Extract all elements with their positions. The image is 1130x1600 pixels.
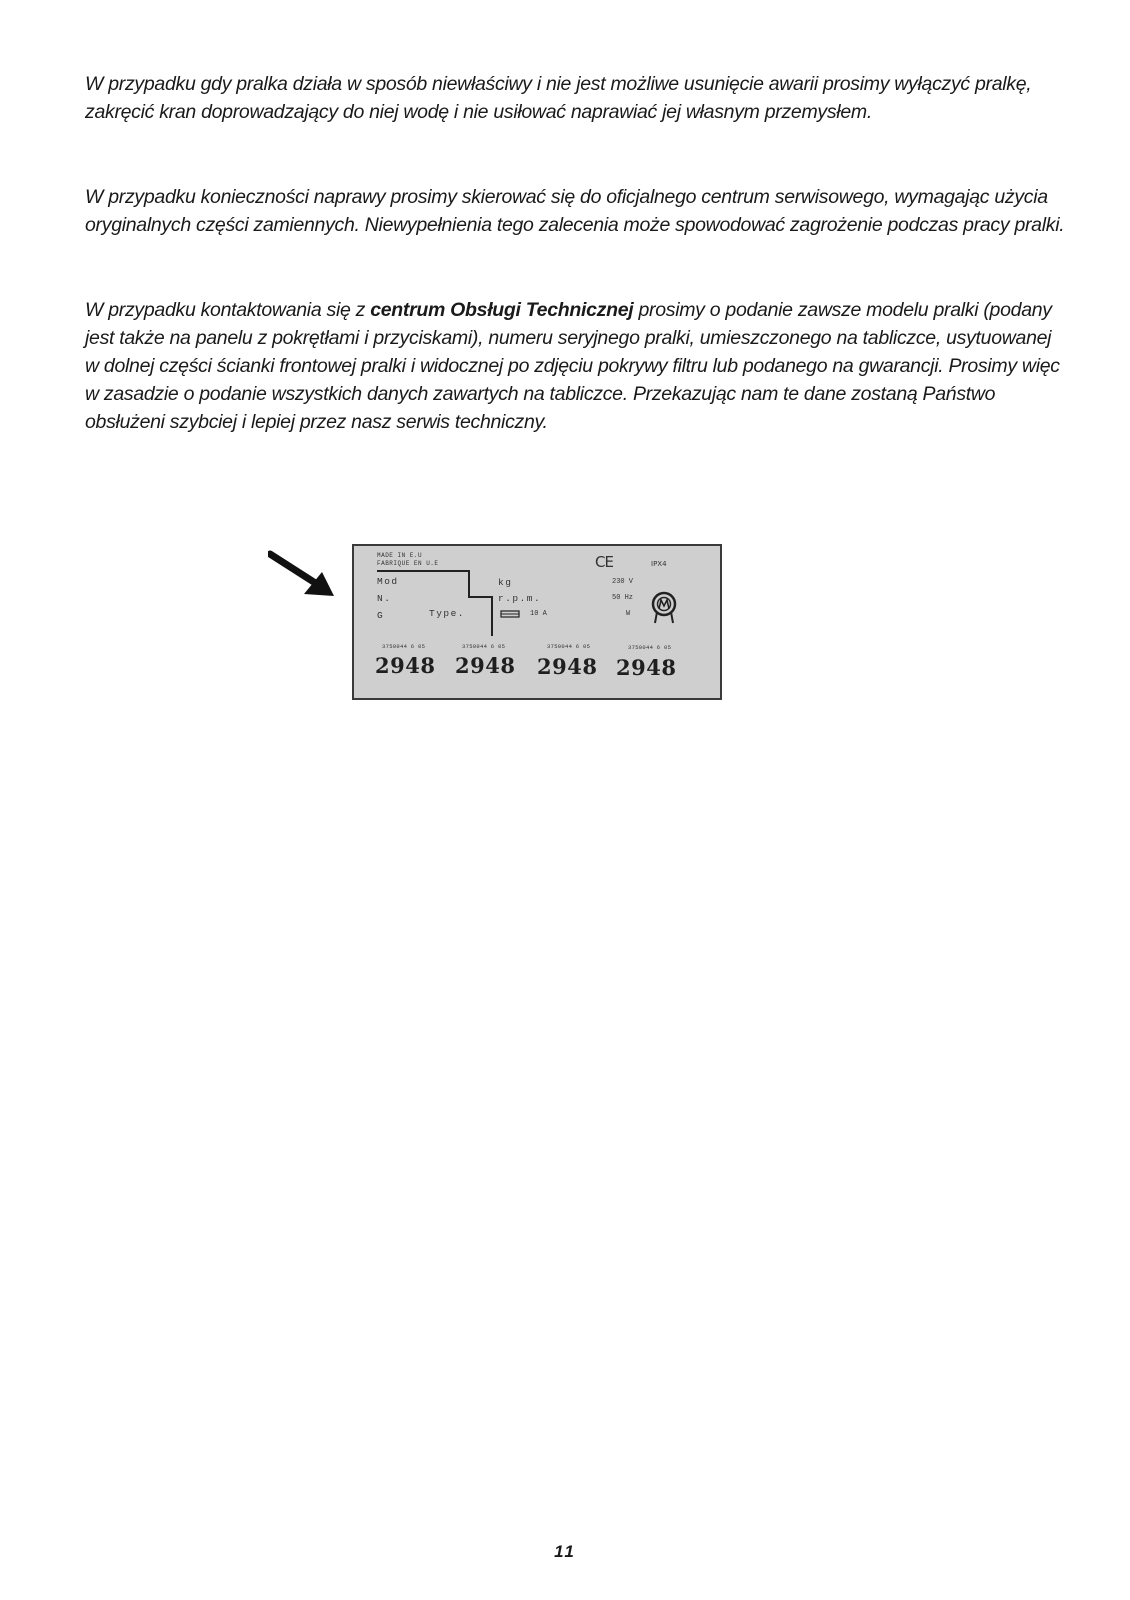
fuse-rating: 10 A [530, 610, 547, 618]
approval-mark-icon [650, 590, 678, 624]
plate-label-rpm: r.p.m. [498, 593, 542, 604]
paragraph-text-start: W przypadku kontaktowania się z [85, 299, 371, 321]
plate-label-type: Type. [429, 608, 466, 619]
rating-plate [352, 544, 722, 700]
ce-mark: CE [595, 553, 613, 571]
fuse-icon [500, 609, 520, 619]
plate-divider-bottom [491, 596, 493, 636]
barcode-code-2: 3750044 6 05 [462, 643, 506, 650]
service-center-emphasis: centrum Obsługi Technicznej [370, 299, 634, 321]
serial-code-3: 2948 [537, 654, 598, 679]
plate-label-kg: kg [498, 577, 513, 588]
serial-code-1: 2948 [375, 653, 436, 678]
barcode-code-1: 3750044 6 05 [382, 643, 426, 650]
plate-label-g: G [377, 610, 385, 621]
plate-label-n: N. [377, 593, 392, 604]
paragraph-service-contact [85, 296, 1070, 436]
page-number: 11 [554, 1542, 576, 1561]
arrow-pointer-icon [268, 550, 338, 600]
serial-code-2: 2948 [455, 653, 516, 678]
paragraph-repair: W przypadku konieczności naprawy prosimy skierować się do oficjalnego centrum serwisowego, wymagając użycia oryginalnych części zamiennych. Niewypełnienia tego zalecenia może spowodować zagrożenie podczas pracy pralki. [85, 186, 1065, 236]
paragraph-text-end: prosimy o podanie zawsze modelu pralki (podany jest także na panelu z pokrętłami i przyciskami), numeru seryjnego pralki, umieszczonego na tabliczce, usytuowanej w dolnej części ścianki frontowej pralki i widocznej po zdjęciu pokrywy filtru lub podanego na gwarancji. Prosimy więc w zasadzie o podanie wszystkich danych zawartych na tabliczce. Przekazując nam te dane zostaną Państwo obsłużeni szybciej i lepiej przez nasz serwis techniczny. [85, 299, 1060, 433]
made-in-label: MADE IN E.U [377, 552, 423, 559]
plate-divider-step [468, 570, 470, 597]
plate-divider-top [377, 570, 469, 572]
paragraph-malfunction: W przypadku gdy pralka działa w sposób niewłaściwy i nie jest możliwe usunięcie awarii prosimy wyłączyć pralkę, zakręcić kran doprowadzający do niej wodę i nie usiłować naprawiać jej własnym przemysłem. [85, 73, 1032, 123]
fabrique-label: FABRIQUE EN U.E [377, 560, 439, 567]
frequency-rating: 50 Hz [612, 594, 634, 602]
ip-rating: IPX4 [651, 560, 667, 568]
power-unit: W [626, 610, 631, 618]
voltage-rating: 230 V [612, 578, 634, 586]
barcode-code-4: 3750044 6 05 [628, 644, 672, 651]
plate-divider-mid [468, 596, 492, 598]
plate-label-mod: Mod [377, 576, 399, 587]
barcode-code-3: 3750044 6 05 [547, 643, 591, 650]
serial-code-4: 2948 [616, 655, 677, 680]
